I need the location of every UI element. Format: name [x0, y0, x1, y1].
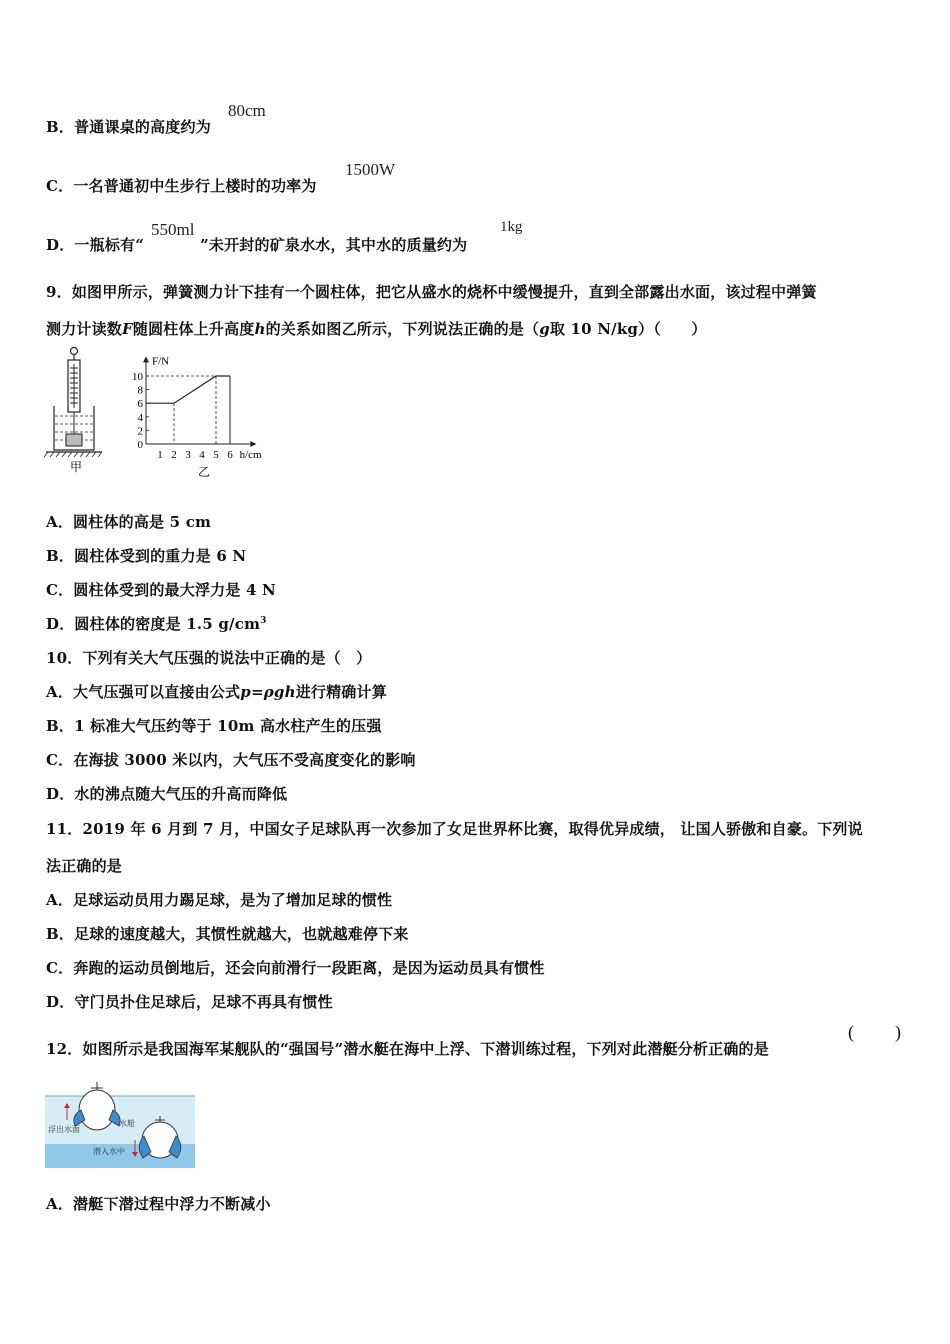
q11-option-b — [46, 923, 409, 944]
option-label: C． — [46, 581, 74, 599]
q10-option-c — [46, 749, 416, 770]
option-text: 足球的速度越大，其惯性就越大，也就越难停下来 — [74, 925, 409, 943]
q11-option-d — [46, 991, 333, 1012]
submarine-figure — [45, 1080, 195, 1168]
option-text: 一名普通初中生步行上楼时的功率为 — [73, 177, 317, 195]
formula: p=ρgh — [240, 683, 296, 701]
x-tick-label: 4 — [199, 449, 205, 461]
stem-text: 取 10 N/kg）（ ） — [549, 320, 707, 338]
x-axis-arrow — [250, 441, 256, 447]
option-text-b: ”未开封的矿泉水水，其中水的质量约为 — [200, 236, 468, 254]
superscript: 3 — [260, 616, 267, 626]
y-axis-arrow — [143, 356, 149, 362]
y-tick-label: 0 — [137, 439, 143, 451]
q8-option-b — [46, 116, 211, 137]
q9-option-d — [46, 613, 267, 634]
option-text-b: 进行精确计算 — [295, 683, 387, 701]
q8-c-value: 1500W — [345, 160, 396, 179]
q12-paren-close: ) — [895, 1022, 901, 1042]
option-text: 潜艇下潜过程中浮力不断减小 — [73, 1195, 271, 1213]
x-tick-label: 3 — [185, 449, 191, 461]
q10-stem: 10．下列有关大气压强的说法中正确的是（ ） — [46, 649, 372, 667]
y-tick-label: 6 — [137, 398, 143, 411]
stem-text: 测力计读数 — [46, 320, 123, 338]
q8-option-c — [46, 175, 317, 196]
y-axis-label: F/N — [152, 355, 170, 368]
y-tick-label: 10 — [132, 371, 143, 383]
label-float: 浮出水面 — [48, 1125, 80, 1134]
option-label: B． — [46, 717, 75, 735]
figure-jia-spring-scale — [44, 346, 104, 476]
option-label: D． — [46, 785, 75, 803]
q10-option-a — [46, 681, 387, 702]
fig-label-yi: 乙 — [198, 465, 211, 479]
option-text-a: 一瓶标有“ — [74, 236, 145, 254]
x-axis-label: h/cm — [239, 449, 262, 461]
option-label: D． — [46, 236, 75, 254]
option-label: B． — [46, 925, 75, 943]
option-text: 在海拔 3000 米以内，大气压不受高度变化的影响 — [73, 751, 416, 769]
figure-yi-chart — [118, 340, 278, 480]
x-tick-label: 1 — [157, 449, 163, 461]
option-text: 圆柱体的密度是 1.5 g/cm — [74, 615, 261, 633]
var-h: h — [254, 320, 266, 338]
option-label: C． — [46, 751, 74, 769]
x-tick-label: 5 — [213, 449, 219, 461]
var-g: g — [539, 320, 550, 338]
stem-text: 的关系如图乙所示，下列说法正确的是（ — [265, 320, 540, 338]
fig-label-jia: 甲 — [70, 460, 83, 474]
q11-option-c — [46, 957, 545, 978]
option-text: 普通课桌的高度约为 — [74, 118, 211, 136]
option-text: 守门员扑住足球后，足球不再具有惯性 — [74, 993, 333, 1011]
q8-d-value-b: 1kg — [500, 219, 523, 235]
y-tick-label: 8 — [137, 384, 143, 397]
series-line — [146, 376, 230, 403]
q9-option-b — [46, 545, 246, 566]
q9-option-c — [46, 579, 276, 600]
label-dive: 潜入水中 — [93, 1147, 125, 1156]
q11-stem-line1: 11．2019 年 6 月到 7 月，中国女子足球队再一次参加了女足世界杯比赛，取得优异成绩， 让国人骄傲和自豪。下列说 — [46, 820, 863, 838]
q11-option-a — [46, 889, 392, 910]
option-text: 足球运动员用力踢足球，是为了增加足球的惯性 — [73, 891, 393, 909]
option-text: 圆柱体的高是 5 cm — [73, 513, 212, 531]
q8-option-d — [46, 234, 467, 255]
option-text: 圆柱体受到的重力是 6 N — [74, 547, 247, 565]
option-label: A． — [46, 513, 74, 531]
q12-paren-open: ( — [848, 1022, 854, 1042]
q10-option-b — [46, 715, 382, 736]
option-label: A． — [46, 891, 74, 909]
option-label: D． — [46, 615, 75, 633]
option-label: C． — [46, 959, 74, 977]
option-text: 1 标准大气压约等于 10m 高水柱产生的压强 — [74, 717, 382, 735]
q8-d-value-a: 550ml — [151, 220, 195, 239]
q10-option-d — [46, 783, 287, 804]
y-tick-label: 4 — [137, 411, 143, 424]
y-tick-label: 2 — [137, 425, 143, 438]
x-tick-label: 2 — [171, 449, 177, 461]
q12-option-a — [46, 1193, 271, 1214]
q9-option-a — [46, 511, 211, 532]
option-text: 水的沸点随大气压的升高而降低 — [74, 785, 288, 803]
option-text: 奔跑的运动员倒地后，还会向前滑行一段距离，是因为运动员具有惯性 — [73, 959, 545, 977]
q9-stem-line1: 9．如图甲所示，弹簧测力计下挂有一个圆柱体，把它从盛水的烧杯中缓慢提升，直到全部露出水面，该过程中弹簧 — [46, 283, 817, 301]
option-label: C． — [46, 177, 74, 195]
option-text-a: 大气压强可以直接由公式 — [73, 683, 241, 701]
label-tank: 水舱 — [119, 1119, 135, 1128]
option-label: B． — [46, 547, 75, 565]
q8-b-value: 80cm — [228, 101, 266, 120]
q12-stem: 12．如图所示是我国海军某舰队的“强国号”潜水艇在海中上浮、下潜训练过程，下列对此潜艇分析正确的是 — [46, 1040, 769, 1058]
q11-stem-line2: 法正确的是 — [46, 857, 123, 875]
option-label: D． — [46, 993, 75, 1011]
cylinder — [66, 434, 82, 446]
q9-stem-line2 — [46, 318, 707, 339]
option-label: B． — [46, 118, 75, 136]
var-f: F — [122, 320, 133, 338]
option-label: A． — [46, 683, 74, 701]
option-label: A． — [46, 1195, 74, 1213]
x-tick-label: 6 — [227, 449, 233, 461]
option-text: 圆柱体受到的最大浮力是 4 N — [73, 581, 276, 599]
stem-text: 随圆柱体上升高度 — [132, 320, 255, 338]
scale-hook-ring — [71, 348, 78, 355]
